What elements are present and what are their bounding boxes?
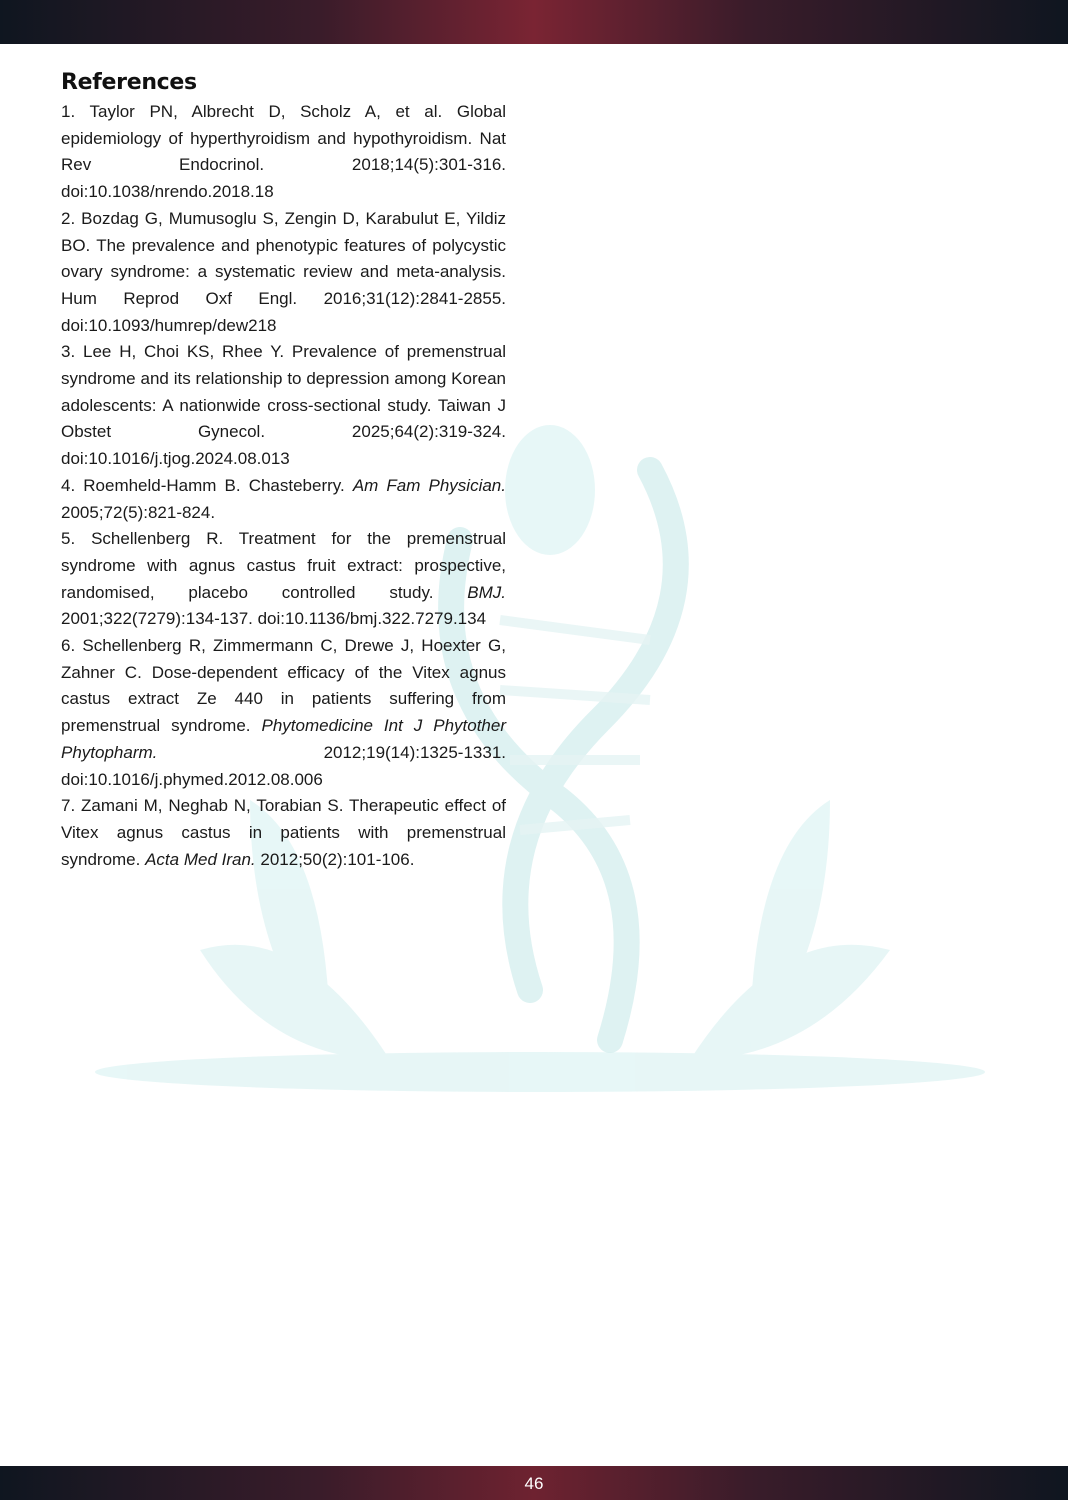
reference-item: 5. Schellenberg R. Treatment for the premenstrual syndrome with agnus castus fruit extract: prospective, randomised, placebo controlled study. BMJ. 2001;322(7279):134-137. doi:10.1136/bmj.322.7279.134	[61, 529, 506, 629]
footer-bar	[0, 1466, 1068, 1500]
reference-item: 3. Lee H, Choi KS, Rhee Y. Prevalence of premenstrual syndrome and its relationship to depression among Korean adolescents: A nationwide cross-sectional study. Taiwan J Obstet Gynecol. 2025;64(2):319-324. doi:10.1016/j.tjog.2024.08.013	[61, 342, 506, 469]
reference-item: 4. Roemheld-Hamm B. Chasteberry. Am Fam Physician. 2005;72(5):821-824.	[61, 475, 506, 522]
references-section	[61, 70, 506, 873]
reference-item: 7. Zamani M, Neghab N, Torabian S. Therapeutic effect of Vitex agnus castus in patients with premenstrual syndrome. Acta Med Iran. 2012;50(2):101-106.	[61, 796, 506, 869]
page-number: 46	[524, 1474, 544, 1493]
reference-item: 6. Schellenberg R, Zimmermann C, Drewe J, Hoexter G, Zahner C. Dose-dependent efficacy of the Vitex agnus castus extract Ze 440 in patients suffering from premenstrual syndrome. Phytomedicine Int J Phytother Phytopharm. 2012;19(14):1325-1331. doi:10.1016/j.phymed.2012.08.006	[61, 636, 506, 789]
reference-item: 2. Bozdag G, Mumusoglu S, Zengin D, Karabulut E, Yildiz BO. The prevalence and phenotypic features of polycystic ovary syndrome: a systematic review and meta-analysis. Hum Reprod Oxf Engl. 2016;31(12):2841-2855. doi:10.1093/humrep/dew218	[61, 208, 506, 335]
reference-item: 1. Taylor PN, Albrecht D, Scholz A, et al. Global epidemiology of hyperthyroidism and hypothyroidism. Nat Rev Endocrinol. 2018;14(5):301-316. doi:10.1038/nrendo.2018.18	[61, 102, 506, 202]
references-heading: References	[61, 70, 197, 95]
